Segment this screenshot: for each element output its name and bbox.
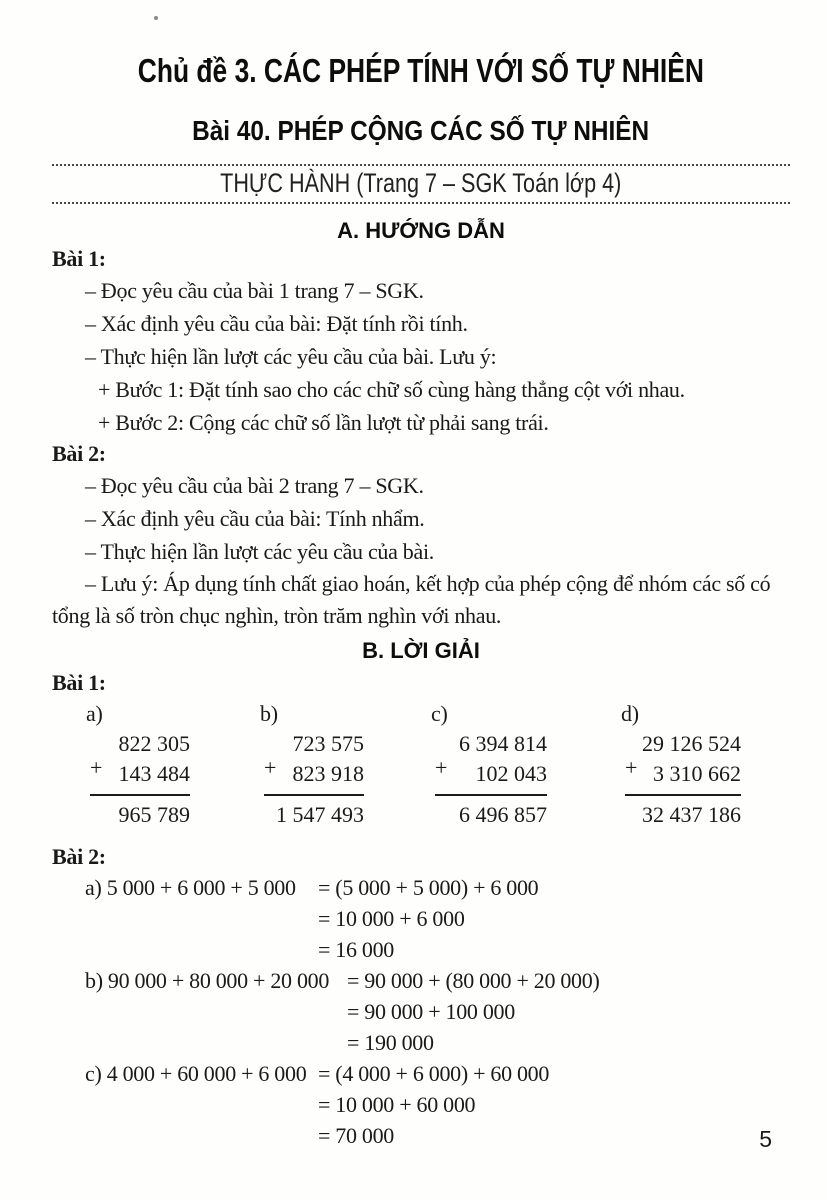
addition-column [587,700,741,830]
equation-step: = 70 000 [318,1123,395,1149]
instruction-item: + Bước 1: Đặt tính sao cho các chữ số cùng hàng thẳng cột với nhau. [98,377,685,403]
addend-bottom: 143 484 [118,761,190,787]
addends [264,729,364,796]
instruction-item: – Xác định yêu cầu của bài: Đặt tính rồi tính. [85,311,468,337]
addition-problems-row [52,700,790,830]
addition-label: a) [86,701,103,727]
addition-column [397,700,587,830]
equation-group [52,965,790,1058]
addition-block [90,729,190,830]
instruction-item: + Bước 2: Cộng các chữ số lần lượt từ phải sang trái. [98,410,549,436]
plus-sign: + [625,755,638,781]
plus-sign: + [435,755,448,781]
addition-column [226,700,397,830]
equation-step: = 16 000 [318,937,395,963]
addition-label: d) [621,701,639,727]
chapter-title [52,50,790,91]
addend-top: 29 126 524 [642,731,741,757]
sum-value: 965 789 [118,802,190,828]
addends [625,729,741,796]
instruction-item: – Xác định yêu cầu của bài: Tính nhẩm. [85,506,425,532]
equation-step: = 10 000 + 60 000 [318,1092,476,1118]
practice-heading-text: THỰC HÀNH (Trang 7 – SGK Toán lớp 4) [220,168,622,199]
dotted-divider-bottom [52,202,790,204]
equation-step: = (5 000 + 5 000) + 6 000 [318,875,539,901]
section-b-title: B. LỜI GIẢI [362,638,480,664]
section-a-bai1-label: Bài 1: [52,246,106,272]
equation-group [52,1058,790,1151]
page-number: 5 [759,1126,772,1152]
equation-row [52,1027,790,1058]
instruction-item: – Đọc yêu cầu của bài 1 trang 7 – SGK. [85,278,424,304]
instruction-item: – Lưu ý: Áp dụng tính chất giao hoán, kết hợp của phép cộng để nhóm các số có tổng là số tròn chục nghìn, tròn trăm nghìn với nhau. [52,571,771,629]
equation-step: = 90 000 + (80 000 + 20 000) [347,968,600,994]
equation-row [52,903,790,934]
addend-bottom: 3 310 662 [653,761,741,787]
addend-top: 723 575 [292,731,364,757]
sum-value: 1 547 493 [276,802,364,828]
equation-step: = 10 000 + 6 000 [318,906,465,932]
equation-expression: a) 5 000 + 6 000 + 5 000 [85,875,296,901]
section-b-bai2-label: Bài 2: [52,844,106,870]
sum-value: 6 496 857 [459,802,547,828]
equation-step: = (4 000 + 6 000) + 60 000 [318,1061,550,1087]
equation-row [52,1089,790,1120]
addends [435,729,547,796]
lesson-title [52,115,790,147]
plus-sign: + [90,755,103,781]
equation-step: = 90 000 + 100 000 [347,999,515,1025]
equation-row [52,996,790,1027]
equation-expression: b) 90 000 + 80 000 + 20 000 [85,968,330,994]
section-b-bai1-label: Bài 1: [52,670,106,696]
addition-block [264,729,364,830]
instruction-item: – Thực hiện lần lượt các yêu cầu của bài. Lưu ý: [85,344,497,370]
equation-row [52,1120,790,1151]
section-a-title: A. HƯỚNG DẪN [337,218,505,244]
equation-expression: c) 4 000 + 60 000 + 6 000 [85,1061,307,1087]
instruction-item: – Thực hiện lần lượt các yêu cầu của bài. [85,539,434,565]
equation-row [52,965,790,996]
lesson-title-text: Bài 40. PHÉP CỘNG CÁC SỐ TỰ NHIÊN [192,115,650,147]
equation-step: = 190 000 [347,1030,434,1056]
addition-column [52,700,226,830]
practice-heading [52,166,790,200]
addend-bottom: 823 918 [292,761,364,787]
addition-block [625,729,741,830]
scan-speck [154,16,158,20]
addition-label: c) [431,701,448,727]
instruction-item: – Đọc yêu cầu của bài 2 trang 7 – SGK. [85,473,424,499]
addition-block [435,729,547,830]
equation-row [52,934,790,965]
sum-value: 32 437 186 [642,802,741,828]
addend-top: 822 305 [118,731,190,757]
addend-bottom: 102 043 [475,761,547,787]
equation-row [52,872,790,903]
section-a-bai2-label: Bài 2: [52,441,106,467]
equation-row [52,1058,790,1089]
plus-sign: + [264,755,277,781]
addition-label: b) [260,701,278,727]
addend-top: 6 394 814 [459,731,547,757]
equation-group [52,872,790,965]
addends [90,729,190,796]
chapter-title-text: Chủ đề 3. CÁC PHÉP TÍNH VỚI SỐ TỰ NHIÊN [137,52,705,89]
